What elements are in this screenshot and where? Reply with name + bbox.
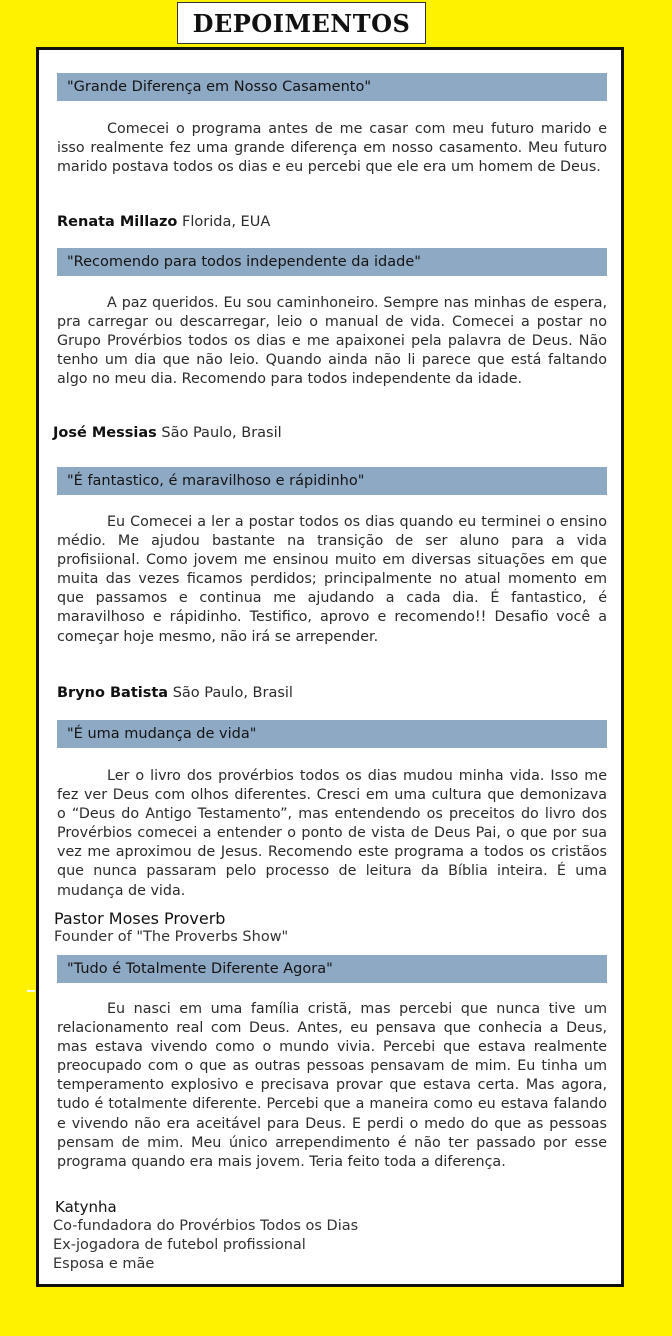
testimonial-text: Eu nasci em uma família cristã, mas percebi que nunca tive um relacionamento real com Deus. Antes, eu pensava que conhecia a Deus, mas estava vivendo como o mundo vivia. Percebi que estava realmente preocupado com o que as outras pessoas pensavam de mim. Eu tinha um temperamento explosivo e precisava provar que estava certa. Mas agora, tudo é totalmente diferente. Percebi que a maneira como eu estava falando e vivendo não era aceitável para Deus. E perdi o medo do que as pessoas pensam de mim. Meu único arrependimento é não ter passado por esse programa quando era mais jovem. Teria feito toda a diferença. [57,1001,607,1170]
testimonial-text: Comecei o programa antes de me casar com meu futuro marido e isso realmente fez uma grande diferença em nosso casamento. Meu futuro marido postava todos os dias e eu percebi que ele era um homem de Deus. [57,121,607,176]
testimonial-heading: "Tudo é Totalmente Diferente Agora" [57,955,607,983]
author-name: Pastor Moses Proverb [54,909,226,928]
author-name: Renata Millazo [57,214,178,230]
author-location: Florida, EUA [182,214,271,230]
testimonial-author [57,685,293,701]
testimonial-heading: "Grande Diferença em Nosso Casamento" [57,73,607,101]
author-name: Katynha [55,1198,117,1216]
testimonial-text: A paz queridos. Eu sou caminhoneiro. Sempre nas minhas de espera, pra carregar ou descarregar, leio o manual de vida. Comecei a postar no Grupo Provérbios todos os dias e me apaixonei pela palavra de Deus. Não tenho um dia que não leio. Quando ainda não li parece que está faltando algo no meu dia. Recomendo para todos independente da idade. [57,295,607,388]
author-name: José Messias [53,425,157,441]
author-name: Bryno Batista [57,685,169,701]
author-role: Esposa e mãe [53,1256,155,1272]
testimonial-text: Eu Comecei a ler a postar todos os dias quando eu terminei o ensino médio. Me ajudou bastante na transição de ser aluno para a vida profisiional. Como jovem me ensinou muito em diversas situações em que muita das vezes ficamos perdidos; principalmente no atual momento em que passamos e continua me ajudando a cada dia. É fantastico, é maravilhoso e rápidinho. Testifico, aprovo e recomendo!! Desafio você a começar hoje mesmo, não irá se arrepender. [57,514,607,645]
testimonial-text: Ler o livro dos provérbios todos os dias mudou minha vida. Isso me fez ver Deus com olhos diferentes. Cresci em uma cultura que demonizava o “Deus do Antigo Testamento”, mas entendendo os preceitos do livro dos Provérbios comecei a entender o ponto de vista de Deus Pai, o que por sua vez me aproximou de Jesus. Recomendo este programa a todos os cristãos que nunca passaram pelo processo de leitura da Bíblia inteira. É uma mudança de vida. [57,768,607,899]
author-location: São Paulo, Brasil [172,685,293,701]
author-location: São Paulo, Brasil [161,425,282,441]
page-title: DEPOIMENTOS [192,8,411,38]
testimonial-author [53,425,282,441]
testimonial-heading: "É fantastico, é maravilhoso e rápidinho" [57,467,607,495]
testimonial-heading: "Recomendo para todos independente da idade" [57,248,607,276]
testimonial-author [57,214,270,230]
divider-mark [27,990,35,992]
author-role: Co-fundadora do Provérbios Todos os Dias [53,1218,359,1234]
author-role: Founder of "The Proverbs Show" [54,929,289,945]
testimonials-panel [36,47,624,1287]
testimonial-heading: "É uma mudança de vida" [57,720,607,748]
author-role: Ex-jogadora de futebol profissional [53,1237,306,1253]
page-title-box [177,2,426,44]
